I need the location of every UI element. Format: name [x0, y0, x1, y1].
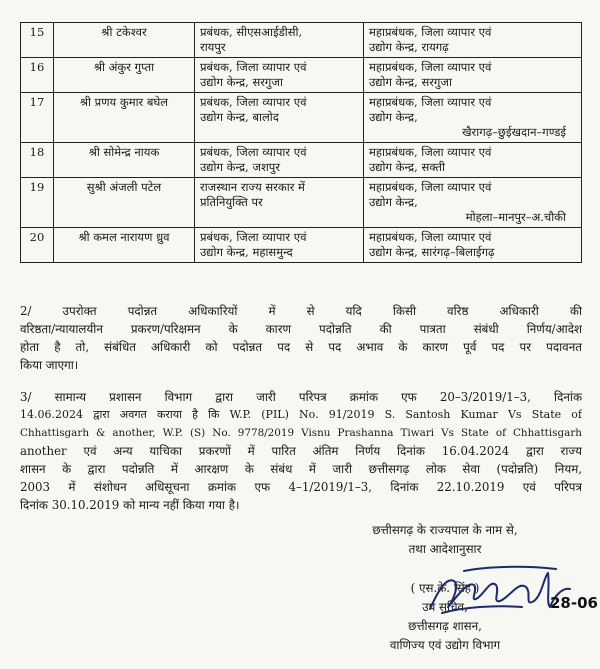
paragraph-3-line: शासन के द्वारा पदोन्नति में आरक्षण के संबंध में जारी छत्तीसगढ़ लोक सेवा (पदोन्नति) नियम, [20, 462, 582, 476]
promotion-row [21, 58, 582, 93]
current-post-line: उद्योग केन्द्र, महासमुन्द [200, 245, 293, 259]
promotion-row [21, 178, 582, 228]
serial-number: 18 [21, 143, 54, 178]
serial-number: 19 [21, 178, 54, 228]
serial-number: 20 [21, 228, 54, 263]
current-post [195, 178, 364, 228]
promoted-post [364, 143, 582, 178]
paragraph-3-line: 14.06.2024 द्वारा अवगत कराया है कि W.P. (PIL) No. 91/2019 S. Santosh Kumar Vs State of [20, 408, 582, 421]
current-post-line: प्रबंधक, जिला व्यापार एवं [200, 145, 307, 159]
paragraph-3-line: another एवं अन्य याचिका प्रकरणों में पारित अंतिम निर्णय दिनांक 16.04.2024 द्वारा राज्य [20, 444, 582, 458]
officer-name: श्री प्रणय कुमार बघेल [54, 93, 195, 143]
current-post-line: प्रबंधक, सीएसआईडीसी, [200, 25, 303, 39]
signature-order-line: तथा आदेशानुसार [408, 542, 482, 556]
signatory-designation: उप सचिव, [422, 600, 468, 614]
promoted-post-line: महाप्रबंधक, जिला व्यापार एवं [369, 95, 492, 109]
current-post [195, 228, 364, 263]
paragraph-2 [20, 302, 582, 374]
officer-name: श्री कमल नारायण ध्रुव [54, 228, 195, 263]
promoted-post [364, 23, 582, 58]
promoted-post-line: महाप्रबंधक, जिला व्यापार एवं [369, 180, 492, 194]
current-post [195, 23, 364, 58]
promoted-post [364, 58, 582, 93]
current-post-line: रायपुर [200, 40, 226, 54]
promoted-post-line: महाप्रबंधक, जिला व्यापार एवं [369, 25, 492, 39]
current-post-line: राजस्थान राज्य सरकार में [200, 180, 305, 194]
officer-name: श्री सोमेन्द्र नायक [54, 143, 195, 178]
current-post-line: प्रतिनियुक्ति पर [200, 195, 263, 209]
promoted-post-line: महाप्रबंधक, जिला व्यापार एवं [369, 60, 492, 74]
current-post [195, 143, 364, 178]
promoted-post [364, 228, 582, 263]
current-post-line: उद्योग केन्द्र, जशपुर [200, 160, 281, 174]
current-post [195, 93, 364, 143]
promoted-post-line: उद्योग केन्द्र, [369, 110, 418, 124]
paragraph-3 [20, 388, 582, 514]
signatory-name: ( एस.के. सिंह ) [410, 581, 480, 595]
paragraph-3-line: Chhattisgarh & another, W.P. (S) No. 9778/2019 Visnu Prashanna Tiwari Vs State of Chhattisgarh [20, 427, 582, 439]
promotion-row [21, 143, 582, 178]
promotion-row [21, 23, 582, 58]
paragraph-2-line: वरिष्ठता/न्यायालयीन प्रकरण/परिक्षमन के कारण पदोन्नति की पात्रता संबंधी निर्णय/आदेश [20, 322, 582, 336]
promoted-post-line: खैरागढ़–छुईखदान–गण्डई [462, 125, 566, 139]
paragraph-2-line: किया जाएगा। [20, 358, 79, 372]
promoted-post-line: उद्योग केन्द्र, रायगढ़ [369, 40, 449, 54]
paragraph-2-line: होता है तो, संबंधित अधिकारी को पदोन्नत पद से पद अभाव के कारण पूर्व पद पर पदावनत [20, 340, 582, 354]
serial-number: 17 [21, 93, 54, 143]
paragraph-3-line: 3/ सामान्य प्रशासन विभाग द्वारा जारी परिपत्र क्रमांक एफ 20–3/2019/1–3, दिनांक [20, 390, 582, 404]
promoted-post-line: उद्योग केन्द्र, [369, 195, 418, 209]
current-post-line: प्रबंधक, जिला व्यापार एवं [200, 60, 307, 74]
officer-name: श्री अंकुर गुप्ता [54, 58, 195, 93]
promoted-post-line: उद्योग केन्द्र, सक्ती [369, 160, 445, 174]
officer-name: श्री टकेश्वर [54, 23, 195, 58]
serial-number: 15 [21, 23, 54, 58]
signatory-department: वाणिज्य एवं उद्योग विभाग [389, 638, 501, 652]
signatory-government: छत्तीसगढ़ शासन, [408, 619, 482, 633]
serial-number: 16 [21, 58, 54, 93]
officer-name: सुश्री अंजली पटेल [54, 178, 195, 228]
current-post [195, 58, 364, 93]
promotion-row [21, 228, 582, 263]
promoted-post-line: उद्योग केन्द्र, सरगुजा [369, 75, 452, 89]
promoted-post-line: मोहला–मानपुर–अ.चौकी [465, 210, 566, 224]
paragraph-3-line: दिनांक 30.10.2019 को मान्य नहीं किया गया है। [20, 498, 240, 512]
handwritten-date: 28-06 [550, 594, 598, 612]
current-post-line: उद्योग केन्द्र, सरगुजा [200, 75, 283, 89]
promoted-post [364, 93, 582, 143]
current-post-line: प्रबंधक, जिला व्यापार एवं [200, 95, 307, 109]
promoted-post-line: महाप्रबंधक, जिला व्यापार एवं [369, 145, 492, 159]
signature-authority-line: छत्तीसगढ़ के राज्यपाल के नाम से, [372, 523, 518, 537]
current-post-line: उद्योग केन्द्र, बालोद [200, 110, 279, 124]
promotion-row [21, 93, 582, 143]
paragraph-3-line: 2003 में संशोधन अधिसूचना क्रमांक एफ 4–1/2019/1–3, दिनांक 22.10.2019 एवं परिपत्र [20, 480, 582, 494]
paragraph-2-line: 2/ उपरोक्त पदोन्नत अधिकारियों में से यदि किसी वरिष्ठ अधिकारी की [20, 304, 582, 318]
promotion-table [20, 22, 582, 263]
promoted-post-line: महाप्रबंधक, जिला व्यापार एवं [369, 230, 492, 244]
promoted-post [364, 178, 582, 228]
promotion-table-body [21, 23, 582, 263]
current-post-line: प्रबंधक, जिला व्यापार एवं [200, 230, 307, 244]
promoted-post-line: उद्योग केन्द्र, सारंगढ़–बिलाईगढ़ [369, 245, 495, 259]
